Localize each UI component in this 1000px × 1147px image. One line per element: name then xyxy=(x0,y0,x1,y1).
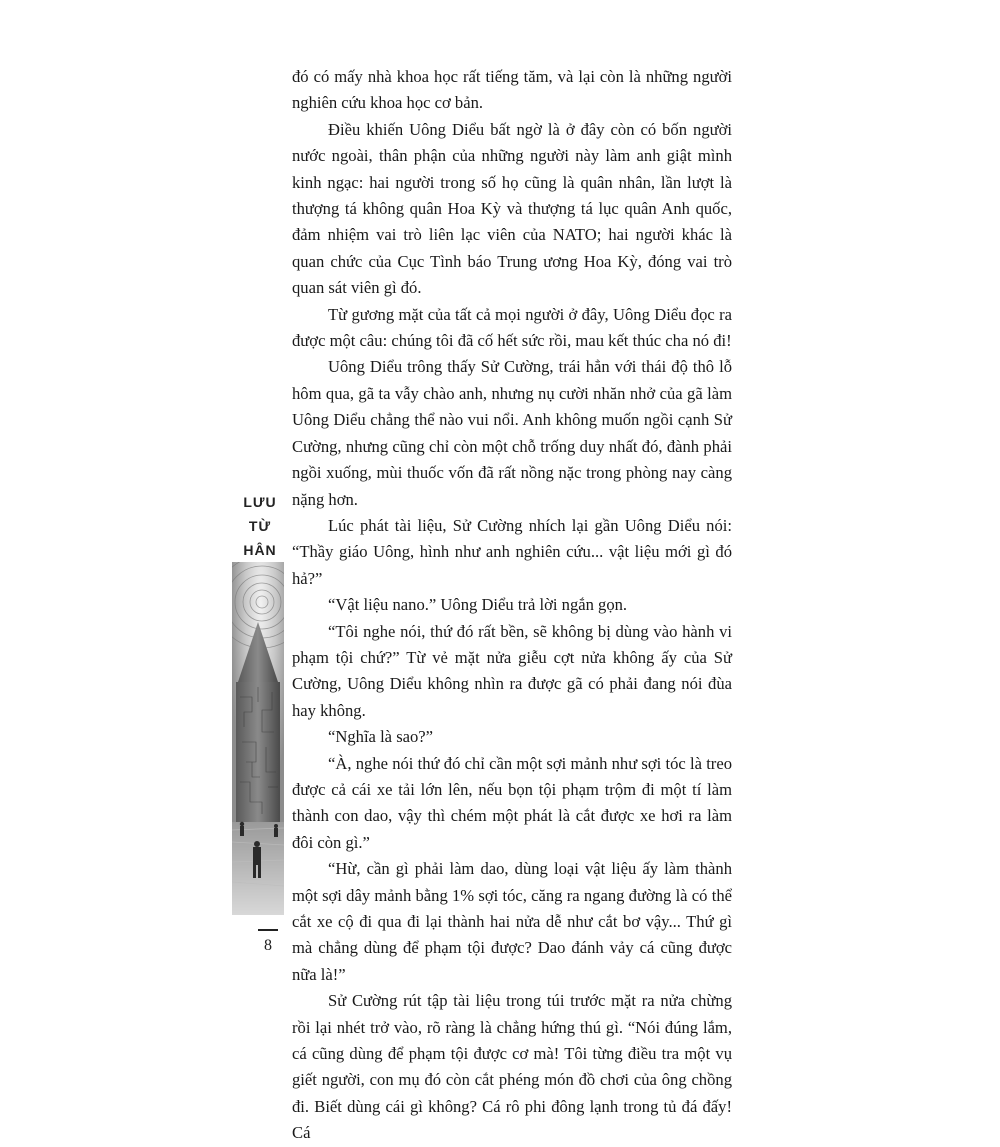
paragraph: “Vật liệu nano.” Uông Diểu trả lời ngắn gọn. xyxy=(328,595,628,615)
body-text xyxy=(292,64,732,1147)
paragraph: “À, nghe nói thứ đó chỉ cần một sợi mảnh như sợi tóc là treo được cả cái xe tải lớn lên, nếu bọn tội phạm trộm đi một tí làm thành con dao, vậy thì chém một phát là cắt được xe hơi ra làm đôi còn gì.” xyxy=(292,753,732,852)
paragraph: Uông Diểu trông thấy Sử Cường, trái hẳn với thái độ thô lỗ hôm qua, gã ta vẫy chào anh, nhưng nụ cười nhăn nhở của gã làm Uông Diểu chẳng thể nào vui nổi. Anh không muốn ngồi cạnh Sử Cường, nhưng cũng chỉ còn một chỗ trống duy nhất đó, đành phải ngồi xuống, mùi thuốc vốn đã rất nồng nặc trong phòng nay càng nặng hơn. xyxy=(292,357,732,509)
paragraph: Lúc phát tài liệu, Sử Cường nhích lại gần Uông Diểu nói: “Thầy giáo Uông, hình như anh nghiên cứu... vật liệu mới gì đó hả?” xyxy=(292,515,732,588)
cover-illustration xyxy=(232,562,284,915)
paragraph: Sử Cường rút tập tài liệu trong túi trước mặt ra nửa chừng rồi lại nhét trở vào, rõ ràng là chẳng hứng thú gì. “Nói đúng lắm, cá cũng dùng để phạm tội được cơ mà! Tôi từng điều tra một vụ giết người, con mụ đó còn cắt phéng món đồ chơi của ông chồng đi. Biết dùng cái gì không? Cá rô phi đông lạnh trong tủ đá đấy! Cá xyxy=(292,991,732,1143)
paragraph: “Tôi nghe nói, thứ đó rất bền, sẽ không bị dùng vào hành vi phạm tội chứ?” Từ vẻ mặt nửa giễu cợt nửa không ấy của Sử Cường, Uông Diểu không nhìn ra được gã có phải đang nói đùa hay không. xyxy=(292,621,732,720)
paragraph: “Nghĩa là sao?” xyxy=(328,727,434,747)
paragraph: đó có mấy nhà khoa học rất tiếng tăm, và lại còn là những người nghiên cứu khoa học cơ bản. xyxy=(292,67,732,113)
page-number: 8 xyxy=(264,937,272,954)
author-name-line: LƯU xyxy=(243,494,277,510)
author-name xyxy=(228,490,292,562)
author-name-line: TỪ xyxy=(248,518,272,534)
author-name-line: HÂN xyxy=(243,542,277,558)
paragraph: “Hừ, cần gì phải làm dao, dùng loại vật liệu ấy làm thành một sợi dây mảnh bằng 1% sợi tóc, căng ra ngang đường là có thể cắt xe cộ đi qua đi lại thành hai nửa dễ như cắt bơ vậy... Thứ gì mà chẳng dùng để phạm tội được? Dao đánh vảy cá cũng được nữa là!” xyxy=(292,859,732,984)
page-number-rule xyxy=(258,929,278,931)
paragraph: Từ gương mặt của tất cả mọi người ở đây, Uông Diểu đọc ra được một câu: chúng tôi đã cố hết sức rồi, mau kết thúc cha nó đi! xyxy=(292,304,732,351)
paragraph: Điều khiến Uông Diểu bất ngờ là ở đây còn có bốn người nước ngoài, thân phận của những người này làm anh giật mình kinh ngạc: hai người trong số họ cũng là quân nhân, lần lượt là thượng tá không quân Hoa Kỳ và thượng tá lục quân Anh quốc, đảm nhiệm vai trò liên lạc viên của NATO; hai người khác là quan chức của Cục Tình báo Trung ương Hoa Kỳ, đóng vai trò quan sát viên gì đó. xyxy=(292,119,732,298)
